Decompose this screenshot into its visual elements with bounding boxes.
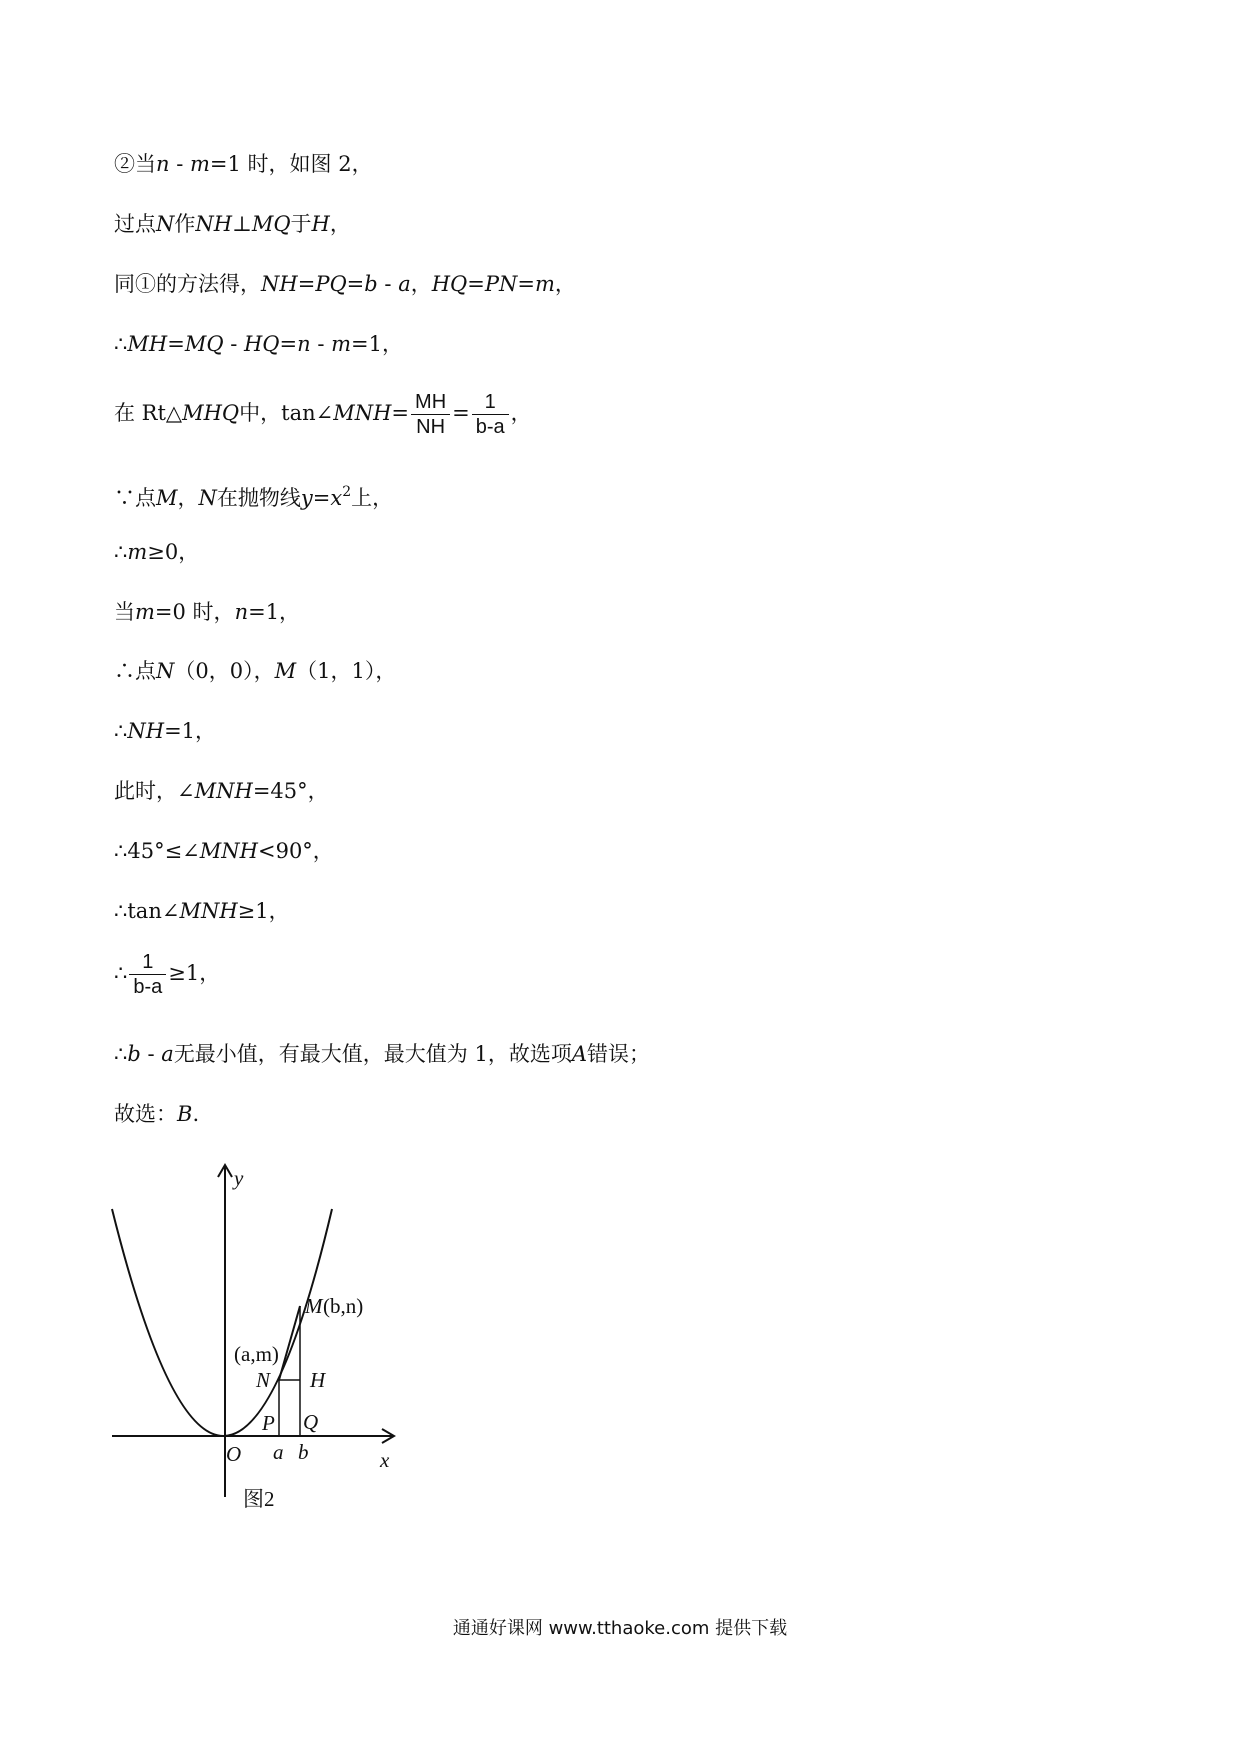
tick-a-label: a [273, 1440, 284, 1464]
var-MNH: MNH [194, 779, 253, 803]
point-N-coord: (a,m) [234, 1342, 279, 1366]
text: ②当 [114, 152, 156, 176]
var-b: b [364, 272, 378, 296]
minus: - [377, 272, 399, 296]
text: ≥1， [168, 961, 221, 985]
exponent: 2 [342, 484, 352, 500]
text: 在抛物线 [216, 486, 301, 510]
var-PQ: PQ [315, 272, 347, 296]
var-N: N [156, 659, 175, 683]
var-N: N [156, 212, 175, 236]
var-NH: NH [127, 719, 165, 743]
therefore-symbol: ∴ [114, 719, 128, 743]
text: 上， [351, 486, 394, 510]
minus: - [310, 332, 332, 356]
eq: = [167, 332, 185, 356]
denominator: b-a [133, 976, 163, 998]
solution-line-12 [114, 837, 334, 865]
point-M-coord: (b,n) [323, 1294, 364, 1318]
point-P-label: P [262, 1411, 275, 1435]
var-a: a [398, 272, 411, 296]
text: . [192, 1102, 200, 1126]
minus: - [140, 1042, 162, 1066]
solution-line-14 [114, 948, 220, 998]
text: ∴45°≤∠ [114, 839, 200, 863]
y-axis-label: y [234, 1166, 244, 1190]
denominator: NH [416, 416, 446, 438]
solution-line-1 [114, 150, 373, 178]
text: =45°， [252, 779, 329, 803]
solution-line-10 [114, 717, 216, 745]
fraction-1-over-b-minus-a [472, 391, 509, 438]
solution-line-7 [114, 538, 199, 566]
var-H: H [311, 212, 330, 236]
var-MNH: MNH [179, 899, 238, 923]
text: =1， [351, 332, 403, 356]
var-MQ: MQ [251, 212, 291, 236]
text: =0 时， [154, 600, 235, 624]
solution-line-5 [114, 388, 532, 438]
x-axis-label: x [380, 1448, 390, 1472]
var-MHQ: MHQ [182, 401, 240, 425]
text: ∵点 [114, 486, 156, 510]
var-n: n [156, 152, 170, 176]
footer-text: 通通好课网 www.tthaoke.com 提供下载 [452, 1618, 788, 1639]
var-NH: NH [195, 212, 233, 236]
text: 错误； [587, 1042, 651, 1066]
eq: = [517, 272, 535, 296]
option-A: A [571, 1042, 588, 1066]
text: ≥1， [237, 899, 290, 923]
text: 此时，∠ [114, 779, 195, 803]
var-y: y [300, 486, 313, 510]
text: 于 [290, 212, 312, 236]
numerator: 1 [472, 391, 509, 415]
var-n: n [297, 332, 311, 356]
var-b: b [127, 1042, 141, 1066]
numerator: 1 [129, 951, 166, 975]
var-MNH: MNH [333, 401, 392, 425]
text: 故选： [114, 1102, 177, 1126]
text: ≥0， [147, 540, 200, 564]
var-MNH: MNH [199, 839, 258, 863]
var-MH: MH [127, 332, 168, 356]
segment-MN [279, 1306, 300, 1380]
origin-label: O [226, 1442, 242, 1466]
var-x: x [330, 486, 343, 510]
var-MQ: MQ [184, 332, 224, 356]
text: ， [329, 212, 351, 236]
solution-line-15 [114, 1040, 650, 1068]
var-m: m [534, 272, 555, 296]
point-N-label: N [256, 1368, 271, 1392]
text: 同①的方法得， [114, 272, 261, 296]
eq: = [452, 401, 470, 425]
therefore-symbol: ∴ [114, 961, 128, 985]
page-footer [0, 1614, 1240, 1640]
fraction-mh-nh [411, 391, 450, 438]
var-HQ: HQ [431, 272, 468, 296]
solution-line-2 [114, 210, 351, 238]
therefore-symbol: ∴ [114, 332, 128, 356]
eq: = [346, 272, 365, 296]
eq: = [391, 401, 410, 425]
var-M: M [274, 659, 297, 683]
fraction-1-over-b-minus-a [129, 951, 166, 998]
text: ， [554, 272, 576, 296]
text: ∴tan∠ [114, 899, 180, 923]
text: ， [410, 272, 432, 296]
point-H-label: H [310, 1368, 326, 1392]
text: <90°， [257, 839, 334, 863]
parabola-figure [108, 1155, 408, 1515]
text: ∴点 [114, 659, 156, 683]
numerator: MH [411, 391, 450, 415]
text: 中，tan∠ [239, 401, 334, 425]
text: （1，1）， [296, 659, 397, 683]
solution-line-8 [114, 598, 300, 626]
var-PN: PN [484, 272, 518, 296]
solution-line-16 [114, 1100, 199, 1128]
text: 无最小值，有最大值，最大值为 1，故选项 [173, 1042, 572, 1066]
figure-caption: 图2 [243, 1487, 275, 1511]
text: 过点 [114, 212, 156, 236]
minus: - [223, 332, 244, 356]
denominator: b-a [475, 416, 505, 438]
perp-symbol: ⊥ [232, 212, 252, 236]
var-N: N [198, 486, 217, 510]
text: 当 [114, 600, 135, 624]
var-a: a [161, 1042, 174, 1066]
point-M-label: M [305, 1294, 323, 1318]
var-M: M [156, 486, 178, 510]
solution-line-3 [114, 270, 576, 298]
solution-line-11 [114, 777, 329, 805]
eq: = [279, 332, 298, 356]
text: - [169, 152, 190, 176]
eq: = [312, 486, 331, 510]
tick-b-label: b [298, 1440, 309, 1464]
var-n: n [234, 600, 249, 624]
therefore-symbol: ∴ [114, 540, 128, 564]
text: （0，0）， [174, 659, 275, 683]
solution-line-9 [114, 657, 396, 685]
solution-line-6 [114, 478, 393, 512]
text: 在 Rt△ [114, 401, 183, 425]
eq: = [467, 272, 485, 296]
text: 作 [174, 212, 196, 236]
var-m: m [135, 600, 155, 624]
text: ， [510, 401, 532, 425]
var-m: m [189, 152, 210, 176]
point-Q-label: Q [303, 1410, 319, 1434]
solution-line-13 [114, 897, 290, 925]
solution-line-4 [114, 330, 403, 358]
text: =1 时，如图 2， [209, 152, 373, 176]
eq: = [297, 272, 316, 296]
text: ， [177, 486, 199, 510]
therefore-symbol: ∴ [114, 1042, 128, 1066]
parabola-curve [112, 1209, 332, 1436]
var-m: m [331, 332, 352, 356]
var-HQ: HQ [243, 332, 280, 356]
var-m: m [127, 540, 148, 564]
text: =1， [164, 719, 217, 743]
var-NH: NH [261, 272, 298, 296]
text: =1， [248, 600, 301, 624]
option-B: B [177, 1102, 193, 1126]
